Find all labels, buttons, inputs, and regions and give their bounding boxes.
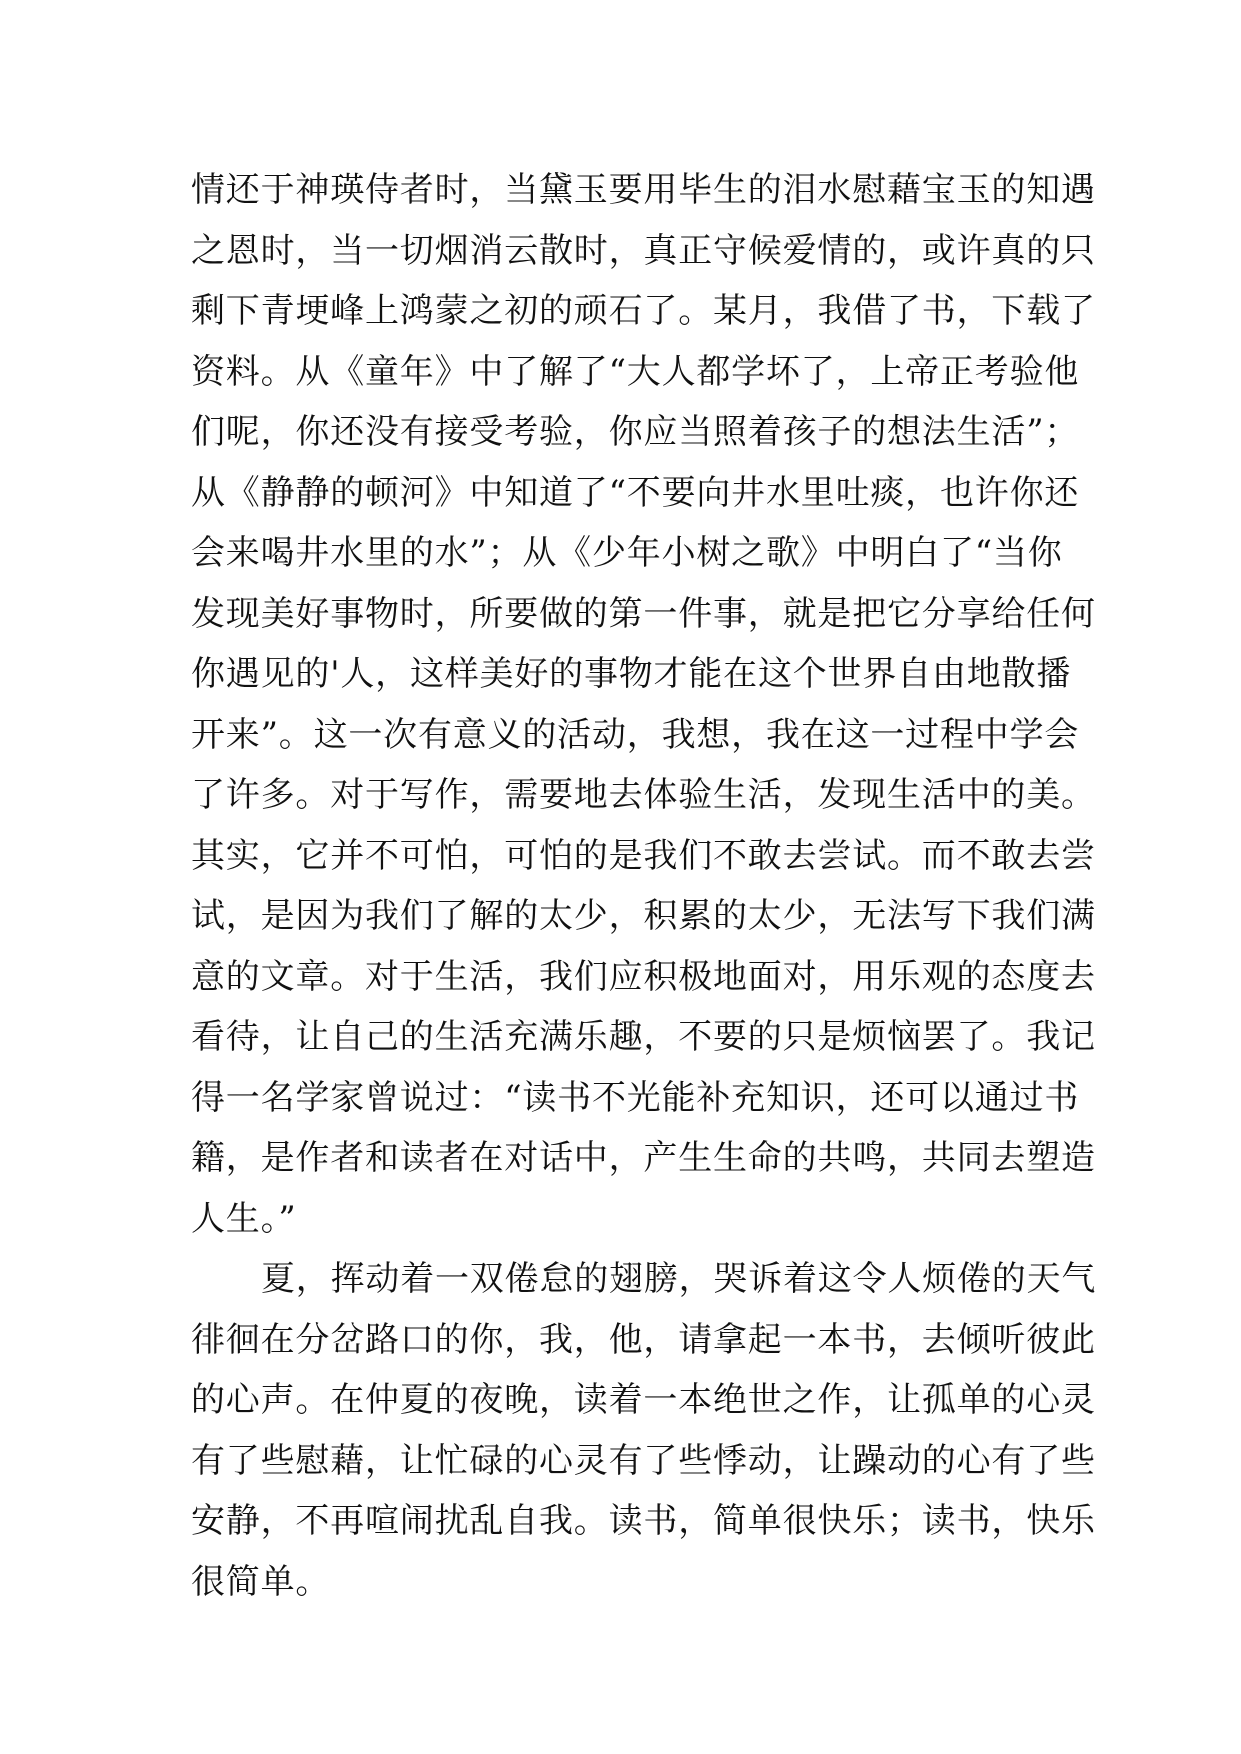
text-line: 情还于神瑛侍者时，当黛玉要用毕生的泪水慰藉宝玉的知遇: [191, 170, 1096, 210]
text-line: 发现美好事物时，所要做的第一件事，就是把它分享给任何: [191, 593, 1096, 634]
text-line: 安静，不再喧闹扰乱自我。读书，简单很快乐；读书，快乐: [191, 1501, 1096, 1541]
text-line: 试，是因为我们了解的太少，积累的太少，无法写下我们满: [191, 896, 1096, 936]
text-line: 人生。”: [191, 1198, 297, 1239]
text-line: 的心声。在仲夏的夜晚，读着一本绝世之作，让孤单的心灵: [191, 1380, 1096, 1420]
text-line: 看待，让自己的生活充满乐趣，不要的只是烦恼罢了。我记: [191, 1017, 1096, 1057]
text-line: 有了些慰藉，让忙碌的心灵有了些悸动，让躁动的心有了些: [191, 1440, 1096, 1481]
text-line: 了许多。对于写作，需要地去体验生活，发现生活中的美。: [191, 775, 1096, 815]
text-line: 剩下青埂峰上鸿蒙之初的顽石了。某月，我借了书，下载了: [191, 291, 1096, 331]
text-line: 你遇见的'人，这样美好的事物才能在这个世界自由地散播: [191, 654, 1072, 694]
text-line: 从《静静的顿河》中知道了“不要向井水里吐痰，也许你还: [191, 472, 1080, 513]
text-line: 其实，它并不可怕，可怕的是我们不敢去尝试。而不敢去尝: [191, 835, 1096, 876]
text-line: 很简单。: [191, 1561, 331, 1602]
text-line: 籍，是作者和读者在对话中，产生生命的共鸣，共同去塑造: [191, 1138, 1096, 1178]
text-line: 开来”。这一次有意义的活动，我想，我在这一过程中学会: [191, 714, 1080, 755]
text-line: 得一名学家曾说过：“读书不光能补充知识，还可以通过书: [191, 1077, 1080, 1118]
text-line: 会来喝井水里的水”；从《少年小树之歌》中明白了“当你: [191, 533, 1063, 573]
paragraph-first-line: 夏，挥动着一双倦怠的翅膀，哭诉着这令人烦倦的天气: [261, 1259, 1097, 1299]
text-line: 资料。从《童年》中了解了“大人都学坏了，上帝正考验他: [191, 351, 1080, 392]
text-line: 们呢，你还没有接受考验，你应当照着孩子的想法生活”；: [191, 412, 1080, 452]
body-text: [191, 160, 1097, 1612]
text-line: 意的文章。对于生活，我们应积极地面对，用乐观的态度去: [191, 956, 1096, 997]
text-line: 徘徊在分岔路口的你，我，他，请拿起一本书，去倾听彼此: [191, 1319, 1096, 1360]
text-line: 之恩时，当一切烟消云散时，真正守候爱情的，或许真的只: [191, 230, 1096, 271]
